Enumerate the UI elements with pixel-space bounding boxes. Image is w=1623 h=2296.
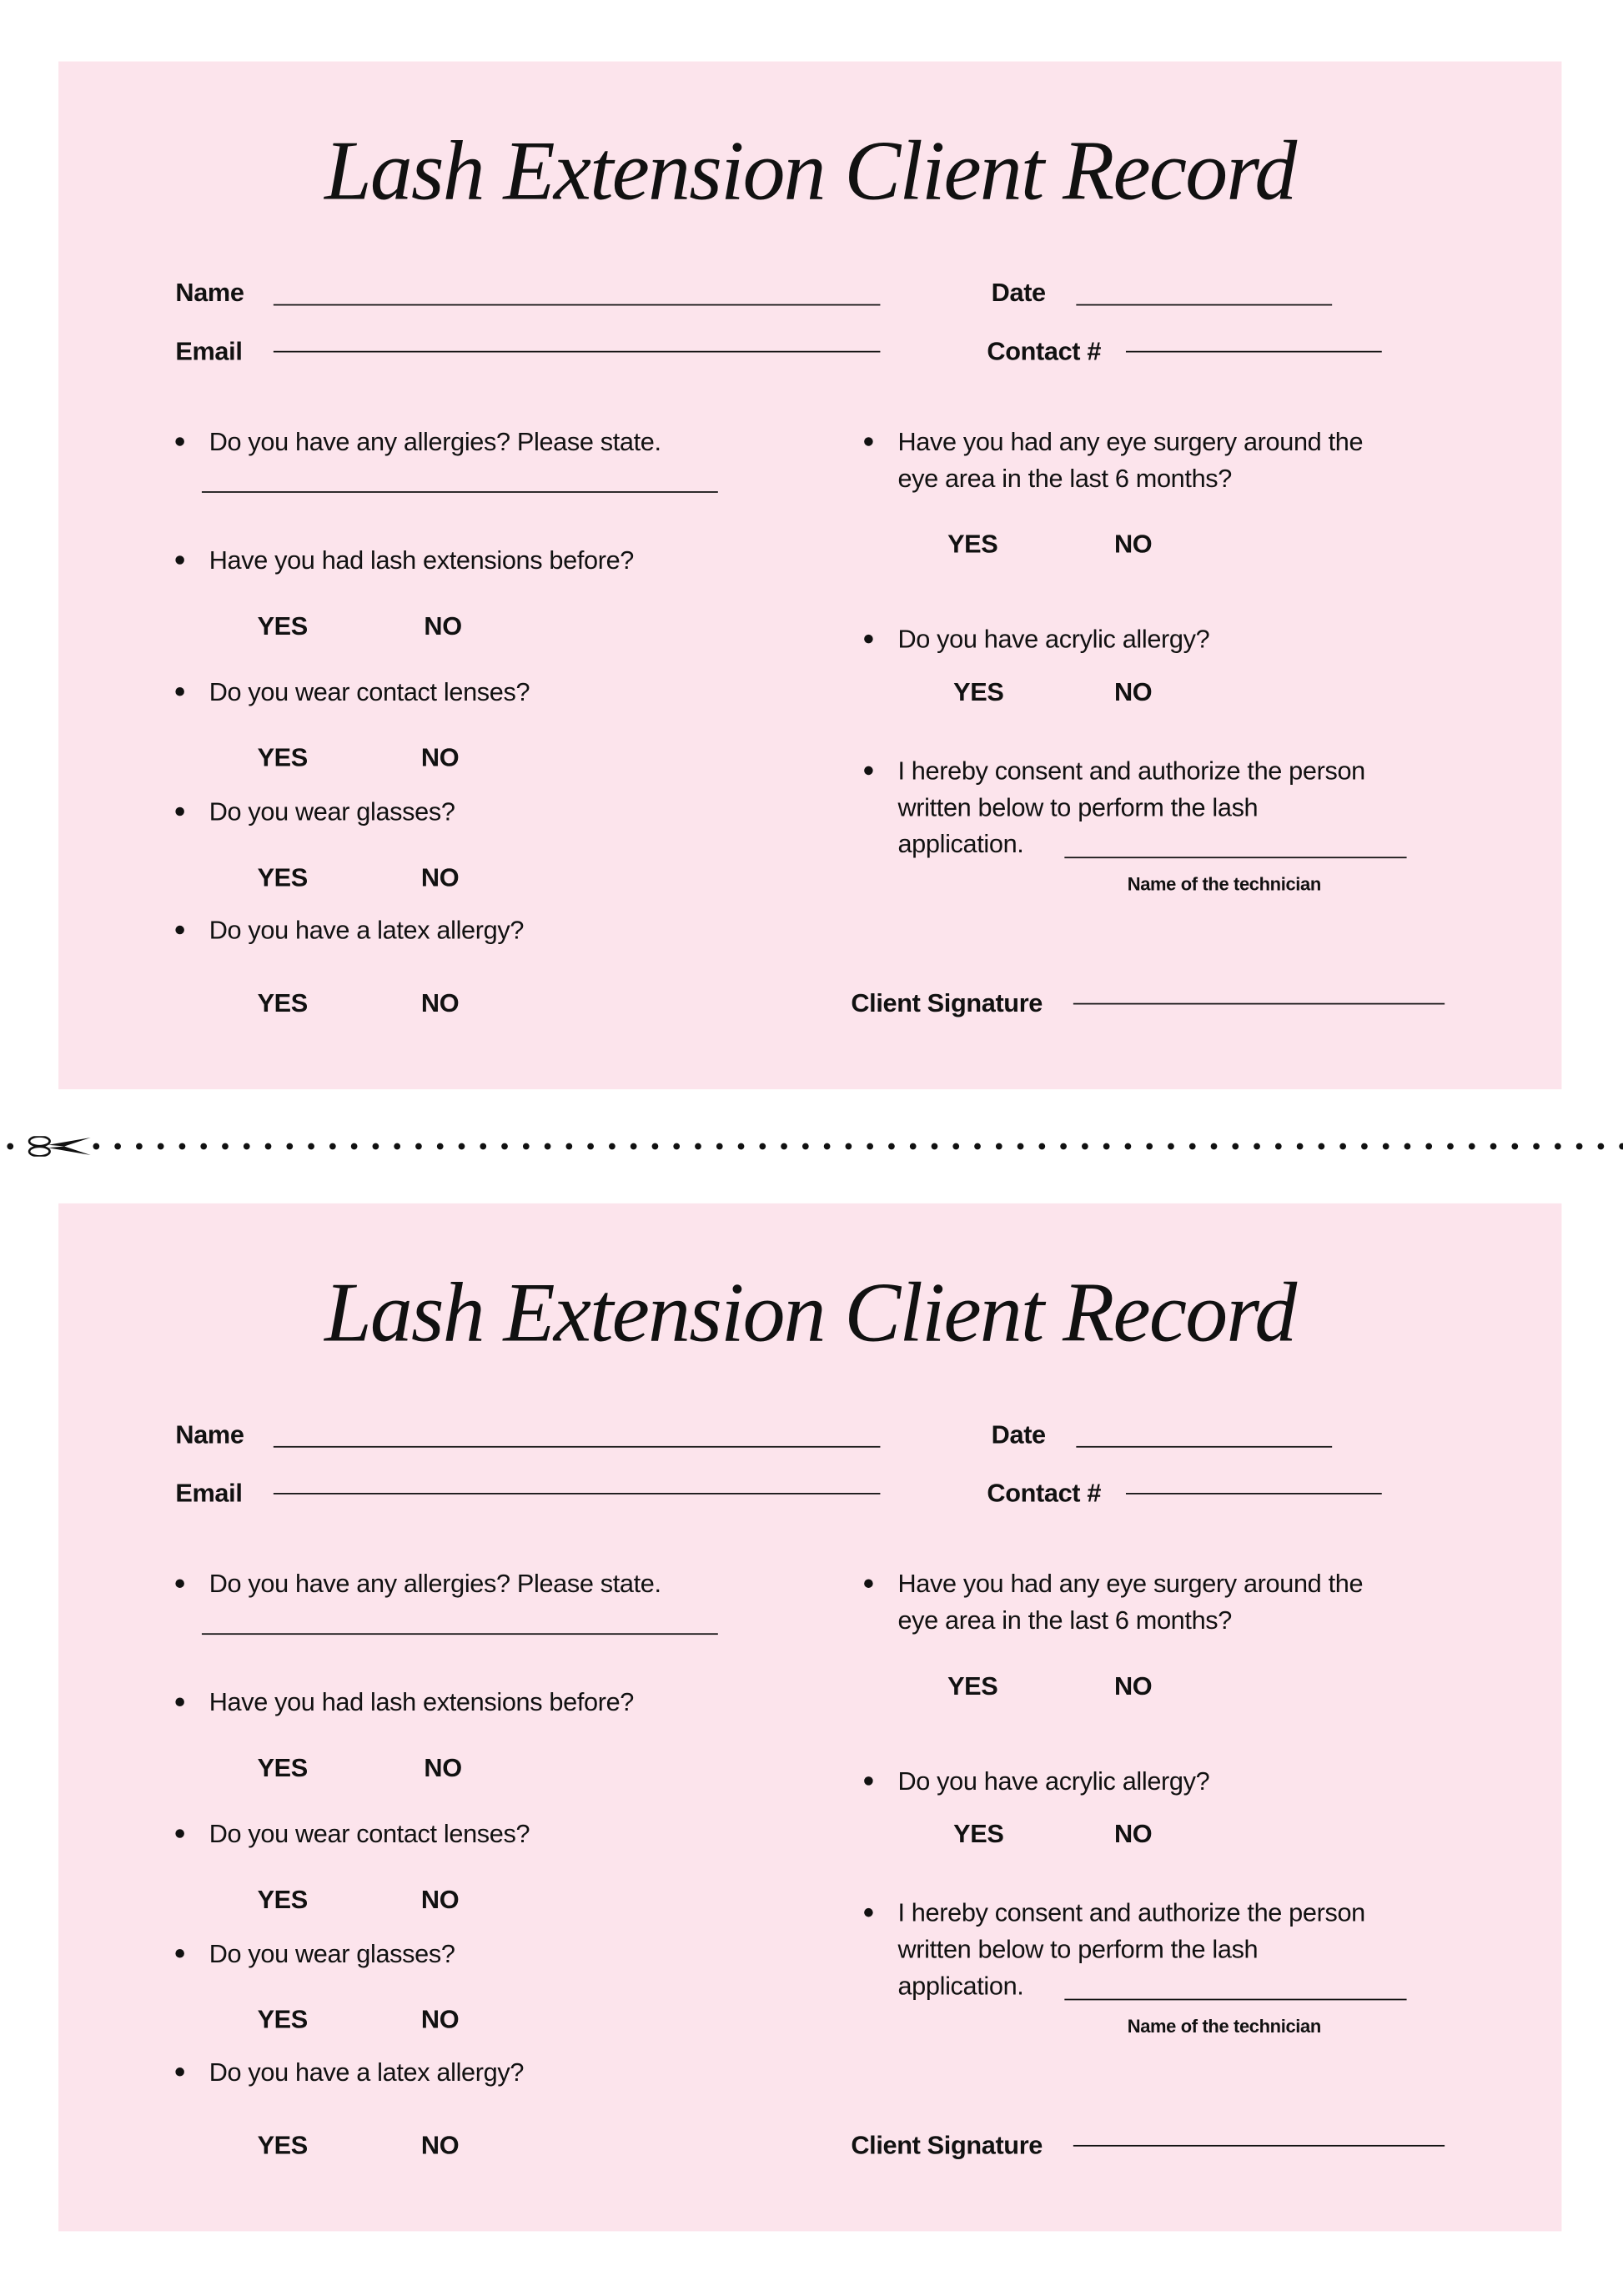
contact-label: Contact #	[987, 336, 1102, 366]
consent-line1: I hereby consent and authorize the person	[897, 756, 1365, 786]
contact-lenses-yes[interactable]: YES	[257, 1884, 308, 1914]
technician-caption: Name of the technician	[1127, 2016, 1321, 2037]
cut-dot	[738, 1143, 745, 1150]
cut-dot	[1168, 1143, 1174, 1150]
cut-dot	[996, 1143, 1002, 1150]
contact-lenses-yes[interactable]: YES	[257, 742, 308, 772]
question-latex: Do you have a latex allergy?	[209, 2057, 525, 2087]
latex-no[interactable]: NO	[420, 2130, 460, 2160]
cut-dot	[329, 1143, 336, 1150]
latex-no[interactable]: NO	[420, 988, 460, 1018]
cut-dot	[1146, 1143, 1153, 1150]
cut-dot	[459, 1143, 465, 1150]
cut-dot	[7, 1143, 13, 1150]
cut-dot	[1060, 1143, 1067, 1150]
cut-dot	[565, 1143, 572, 1150]
cut-dot	[1103, 1143, 1110, 1150]
cut-dot	[1297, 1143, 1304, 1150]
cut-dot	[1511, 1143, 1518, 1150]
question-contact-lenses: Do you wear contact lenses?	[209, 1818, 530, 1849]
question-eye-surgery-line2: eye area in the last 6 months?	[897, 463, 1232, 493]
consent-line1: I hereby consent and authorize the person	[897, 1897, 1365, 1927]
cut-dot	[545, 1143, 551, 1150]
cut-dot	[867, 1143, 873, 1150]
client-signature-field[interactable]	[1073, 1003, 1445, 1005]
cut-dot	[244, 1143, 250, 1150]
cut-dot	[158, 1143, 164, 1150]
client-record-card	[58, 1203, 1561, 2231]
cut-line	[0, 1136, 1623, 1157]
question-eye-surgery-line1: Have you had any eye surgery around the	[897, 1569, 1364, 1599]
bullet	[175, 437, 184, 446]
consent-line3: application.	[897, 829, 1024, 859]
bullet	[175, 807, 184, 816]
cut-dot	[1211, 1143, 1218, 1150]
question-glasses: Do you wear glasses?	[209, 796, 455, 826]
cut-dot	[781, 1143, 787, 1150]
glasses-no[interactable]: NO	[420, 862, 460, 892]
bullet	[864, 766, 873, 776]
glasses-yes[interactable]: YES	[257, 2004, 308, 2034]
cut-dot	[1447, 1143, 1454, 1150]
cut-dot	[932, 1143, 938, 1150]
cut-dot	[673, 1143, 680, 1150]
bullet	[175, 926, 184, 935]
cut-dot	[1319, 1143, 1325, 1150]
form-title: Lash Extension Client Record	[324, 123, 1296, 219]
bullet	[175, 1829, 184, 1838]
cut-dot	[286, 1143, 293, 1150]
glasses-no[interactable]: NO	[420, 2004, 460, 2034]
cut-dot	[716, 1143, 723, 1150]
lash-before-yes[interactable]: YES	[257, 1753, 308, 1783]
cut-dot	[351, 1143, 358, 1150]
cut-dot	[93, 1143, 100, 1150]
cut-dot	[523, 1143, 530, 1150]
lash-before-no[interactable]: NO	[424, 610, 462, 641]
name-field[interactable]	[274, 304, 881, 306]
bullet	[175, 555, 184, 565]
client-signature-field[interactable]	[1073, 2145, 1445, 2147]
date-label: Date	[991, 278, 1046, 308]
cut-dot	[952, 1143, 959, 1150]
contact-field[interactable]	[1126, 351, 1382, 353]
cut-dot	[631, 1143, 637, 1150]
acrylic-no[interactable]: NO	[1113, 1818, 1153, 1849]
cut-dot	[1254, 1143, 1260, 1150]
lash-before-yes[interactable]: YES	[257, 610, 308, 641]
technician-caption: Name of the technician	[1127, 874, 1321, 895]
cut-dot	[802, 1143, 809, 1150]
question-glasses: Do you wear glasses?	[209, 1938, 455, 1968]
cut-dot	[114, 1143, 121, 1150]
cut-dot	[308, 1143, 314, 1150]
question-acrylic: Do you have acrylic allergy?	[897, 1766, 1210, 1796]
cut-dot	[415, 1143, 422, 1150]
bullet	[864, 635, 873, 644]
date-field[interactable]	[1076, 304, 1332, 306]
cut-dot	[136, 1143, 143, 1150]
contact-lenses-no[interactable]: NO	[420, 1884, 460, 1914]
glasses-yes[interactable]: YES	[257, 862, 308, 892]
acrylic-yes[interactable]: YES	[953, 1818, 1004, 1849]
bullet	[864, 1908, 873, 1917]
cut-dot	[888, 1143, 895, 1150]
consent-line2: written below to perform the lash	[897, 1934, 1259, 1964]
bullet	[864, 1579, 873, 1588]
cut-dot	[1018, 1143, 1024, 1150]
technician-name-field[interactable]	[1064, 1999, 1406, 2001]
latex-yes[interactable]: YES	[257, 988, 308, 1018]
question-lash-before: Have you had lash extensions before?	[209, 1687, 635, 1717]
cut-dot	[587, 1143, 594, 1150]
client-record-card	[58, 62, 1561, 1089]
cut-dot	[200, 1143, 207, 1150]
question-lash-before: Have you had lash extensions before?	[209, 545, 635, 575]
bullet	[175, 2067, 184, 2077]
cut-dot	[974, 1143, 981, 1150]
date-field[interactable]	[1076, 1446, 1332, 1448]
cut-dot	[1339, 1143, 1346, 1150]
date-label: Date	[991, 1419, 1046, 1449]
contact-lenses-no[interactable]: NO	[420, 742, 460, 772]
cut-dot	[1555, 1143, 1561, 1150]
question-acrylic: Do you have acrylic allergy?	[897, 624, 1210, 654]
cut-dot	[437, 1143, 444, 1150]
cut-dot	[1425, 1143, 1432, 1150]
cut-dot	[373, 1143, 379, 1150]
email-label: Email	[175, 336, 243, 366]
question-eye-surgery-line2: eye area in the last 6 months?	[897, 1605, 1232, 1635]
eye-surgery-yes[interactable]: YES	[947, 529, 998, 559]
question-allergies: Do you have any allergies? Please state.	[209, 426, 661, 456]
eye-surgery-yes[interactable]: YES	[947, 1671, 998, 1701]
allergies-field[interactable]	[202, 1633, 718, 1635]
cut-dot	[1469, 1143, 1475, 1150]
cut-dot	[1404, 1143, 1411, 1150]
question-latex: Do you have a latex allergy?	[209, 915, 525, 945]
bullet	[175, 1697, 184, 1706]
eye-surgery-no[interactable]: NO	[1113, 1671, 1153, 1701]
name-label: Name	[175, 1419, 244, 1449]
email-label: Email	[175, 1478, 243, 1508]
consent-line3: application.	[897, 1971, 1024, 2001]
email-field[interactable]	[274, 351, 881, 353]
bullet	[175, 1949, 184, 1958]
bullet	[175, 687, 184, 696]
question-allergies: Do you have any allergies? Please state.	[209, 1569, 661, 1599]
cut-dot	[1576, 1143, 1583, 1150]
bullet	[175, 1579, 184, 1588]
scissors-icon	[29, 1137, 91, 1157]
cut-dot	[222, 1143, 229, 1150]
cut-dot	[1490, 1143, 1497, 1150]
allergies-field[interactable]	[202, 491, 718, 493]
lash-before-no[interactable]: NO	[424, 1753, 462, 1783]
question-eye-surgery-line1: Have you had any eye surgery around the	[897, 426, 1364, 456]
name-label: Name	[175, 278, 244, 308]
bullet	[864, 437, 873, 446]
acrylic-no[interactable]: NO	[1113, 676, 1153, 706]
cut-dot	[609, 1143, 616, 1150]
cut-dot	[824, 1143, 831, 1150]
cut-dot	[265, 1143, 272, 1150]
cut-dot	[652, 1143, 659, 1150]
cut-dot	[759, 1143, 766, 1150]
cut-dot	[1619, 1143, 1623, 1150]
question-contact-lenses: Do you wear contact lenses?	[209, 676, 530, 706]
cut-dot	[846, 1143, 852, 1150]
bullet	[864, 1776, 873, 1786]
cut-dot	[1125, 1143, 1132, 1150]
latex-yes[interactable]: YES	[257, 2130, 308, 2160]
cut-dot	[1232, 1143, 1239, 1150]
cut-dot	[179, 1143, 186, 1150]
technician-name-field[interactable]	[1064, 857, 1406, 858]
cut-dot	[1082, 1143, 1088, 1150]
dotted-line	[7, 1143, 1623, 1150]
cut-dot	[394, 1143, 400, 1150]
acrylic-yes[interactable]: YES	[953, 676, 1004, 706]
email-field[interactable]	[274, 1493, 881, 1495]
form-title: Lash Extension Client Record	[324, 1264, 1296, 1360]
cut-dot	[1383, 1143, 1389, 1150]
contact-label: Contact #	[987, 1478, 1102, 1508]
cut-dot	[1275, 1143, 1282, 1150]
client-signature-label: Client Signature	[851, 2130, 1043, 2160]
cut-dot	[695, 1143, 701, 1150]
cut-dot	[1598, 1143, 1605, 1150]
contact-field[interactable]	[1126, 1493, 1382, 1495]
name-field[interactable]	[274, 1446, 881, 1448]
cut-dot	[1189, 1143, 1196, 1150]
consent-line2: written below to perform the lash	[897, 792, 1259, 822]
eye-surgery-no[interactable]: NO	[1113, 529, 1153, 559]
client-signature-label: Client Signature	[851, 988, 1043, 1018]
cut-dot	[910, 1143, 917, 1150]
cut-dot	[1533, 1143, 1540, 1150]
cut-dot	[1361, 1143, 1368, 1150]
cut-dot	[501, 1143, 508, 1150]
cut-dot	[480, 1143, 486, 1150]
cut-dot	[1038, 1143, 1045, 1150]
